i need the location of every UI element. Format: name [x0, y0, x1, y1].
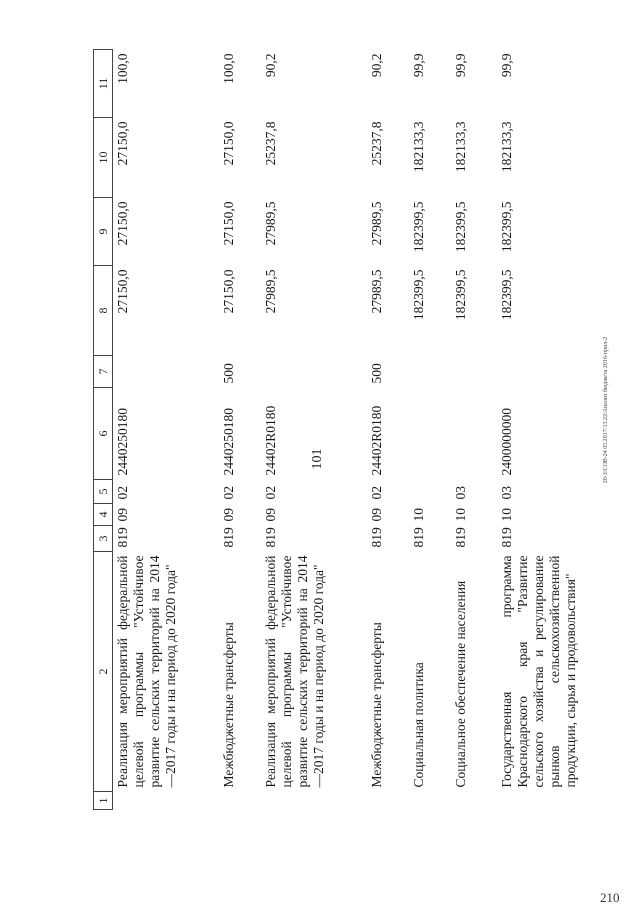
approved-amount-cell: 27150,0	[115, 201, 130, 246]
table-row	[451, 50, 497, 810]
row-number-cell	[451, 792, 497, 810]
expense-type-cell	[409, 356, 451, 388]
execution-percent-cell: 100,0	[220, 53, 236, 84]
expense-type-cell	[497, 356, 603, 388]
table-row	[409, 50, 451, 810]
executed-amount-cell: 182133,3	[452, 121, 468, 173]
row-name-cell: Государственная программа Краснодарского края "Развитие сельского хозяйства и регулирование рынков сельскохозяйственной продукции, сырья и продовольствия"	[498, 555, 578, 788]
budget-table	[93, 49, 603, 810]
ved-code-cell: 819	[452, 527, 468, 548]
approved-amount-cell: 27150,0	[220, 201, 236, 246]
ved-code-cell: 819	[115, 527, 130, 548]
executed-amount-cell: 27150,0	[220, 121, 236, 166]
table-row	[497, 50, 603, 810]
side-reference: 20-3/СОВ-24 05.2017/13.22/Анализ бюджета 2016-прил-2	[603, 336, 609, 484]
row-name-cell: Социальное обеспечение населения	[452, 580, 468, 788]
row-number-cell	[261, 792, 367, 810]
row-number-cell	[113, 792, 219, 810]
header-row	[94, 50, 113, 810]
section-code-cell: 09	[220, 508, 236, 522]
planned-amount-cell: 27150,0	[220, 269, 236, 314]
column-header: 2	[94, 552, 113, 792]
column-header: 11	[94, 50, 113, 118]
planned-amount-cell: 27989,5	[262, 269, 278, 314]
expense-type-cell: 500	[368, 363, 384, 384]
execution-percent-cell: 90,2	[368, 53, 384, 78]
subsection-code-cell: 03	[498, 486, 514, 500]
planned-amount-cell: 182399,5	[452, 269, 468, 321]
target-article-cell: 2440250180	[115, 408, 130, 476]
target-article-cell: 24402R0180	[368, 405, 384, 476]
row-number-cell	[219, 792, 261, 810]
planned-amount-cell: 27989,5	[368, 269, 384, 314]
table-row	[367, 50, 409, 810]
subsection-code-cell: 03	[452, 486, 468, 500]
section-code-cell: 09	[368, 508, 384, 522]
row-name-cell: Реализация мероприятий федеральной целевой программы "Устойчивое развитие сельских территорий на 2014—2017 годы и на период до 2020 года"	[262, 555, 326, 788]
planned-amount-cell: 182399,5	[410, 269, 426, 321]
ved-code-cell: 819	[262, 527, 278, 548]
section-code-cell: 09	[115, 508, 130, 522]
execution-percent-cell: 99,9	[452, 53, 468, 78]
executed-amount-cell: 25237,8	[368, 121, 384, 166]
column-header: 9	[94, 198, 113, 266]
table-row	[261, 50, 367, 810]
section-code-cell: 10	[498, 508, 514, 522]
row-name-cell: Реализация мероприятий федеральной целевой программы "Устойчивое развитие сельских территорий на 2014—2017 годы и на период до 2020 года"	[115, 555, 178, 788]
subsection-code-cell: 02	[220, 486, 236, 500]
ved-code-cell: 819	[220, 527, 236, 548]
execution-percent-cell: 99,9	[498, 53, 514, 78]
subsection-code-cell	[409, 480, 451, 504]
column-header: 3	[94, 526, 113, 552]
target-article-cell: 2400000000	[498, 408, 514, 476]
executed-amount-cell: 182133,3	[410, 121, 426, 173]
section-code-cell: 09	[262, 508, 278, 522]
executed-amount-cell: 25237,8	[262, 121, 278, 166]
column-header: 1	[94, 792, 113, 810]
expense-type-cell: 500	[220, 363, 236, 384]
column-header: 4	[94, 504, 113, 526]
rotated-table-container	[93, 50, 578, 810]
approved-amount-cell: 27989,5	[368, 201, 384, 246]
approved-amount-cell: 27989,5	[262, 201, 278, 246]
execution-percent-cell: 99,9	[410, 53, 426, 78]
ved-code-cell: 819	[368, 527, 384, 548]
row-number-cell	[367, 792, 409, 810]
page-number: 101	[310, 448, 325, 470]
section-code-cell: 10	[410, 508, 426, 522]
target-article-cell: 24402R0180	[262, 405, 278, 476]
footer-page-number: 210	[600, 890, 620, 905]
planned-amount-cell: 27150,0	[115, 269, 130, 314]
expense-type-cell	[261, 356, 367, 388]
subsection-code-cell: 02	[115, 486, 130, 500]
executed-amount-cell: 27150,0	[115, 121, 130, 166]
column-header: 10	[94, 118, 113, 198]
table-row	[219, 50, 261, 810]
target-article-cell	[451, 388, 497, 480]
target-article-cell: 2440250180	[220, 408, 236, 476]
expense-type-cell	[451, 356, 497, 388]
approved-amount-cell: 182399,5	[498, 201, 514, 253]
subsection-code-cell: 02	[262, 486, 278, 500]
column-header: 8	[94, 266, 113, 356]
subsection-code-cell: 02	[368, 486, 384, 500]
column-header: 5	[94, 480, 113, 504]
ved-code-cell: 819	[498, 527, 514, 548]
approved-amount-cell: 182399,5	[452, 201, 468, 253]
section-code-cell: 10	[452, 508, 468, 522]
target-article-cell	[409, 388, 451, 480]
column-header: 7	[94, 356, 113, 388]
execution-percent-cell: 90,2	[262, 53, 278, 78]
row-name-cell: Межбюджетные трансферты	[220, 622, 236, 788]
approved-amount-cell: 182399,5	[410, 201, 426, 253]
column-header: 6	[94, 388, 113, 480]
row-name-cell: Межбюджетные трансферты	[368, 622, 384, 788]
table-row	[113, 50, 219, 810]
ved-code-cell: 819	[410, 527, 426, 548]
row-number-cell	[409, 792, 451, 810]
planned-amount-cell: 182399,5	[498, 269, 514, 321]
execution-percent-cell: 100,0	[115, 53, 130, 84]
executed-amount-cell: 182133,3	[498, 121, 514, 173]
row-number-cell	[497, 792, 603, 810]
expense-type-cell	[113, 356, 219, 388]
row-name-cell: Социальная политика	[410, 662, 426, 788]
